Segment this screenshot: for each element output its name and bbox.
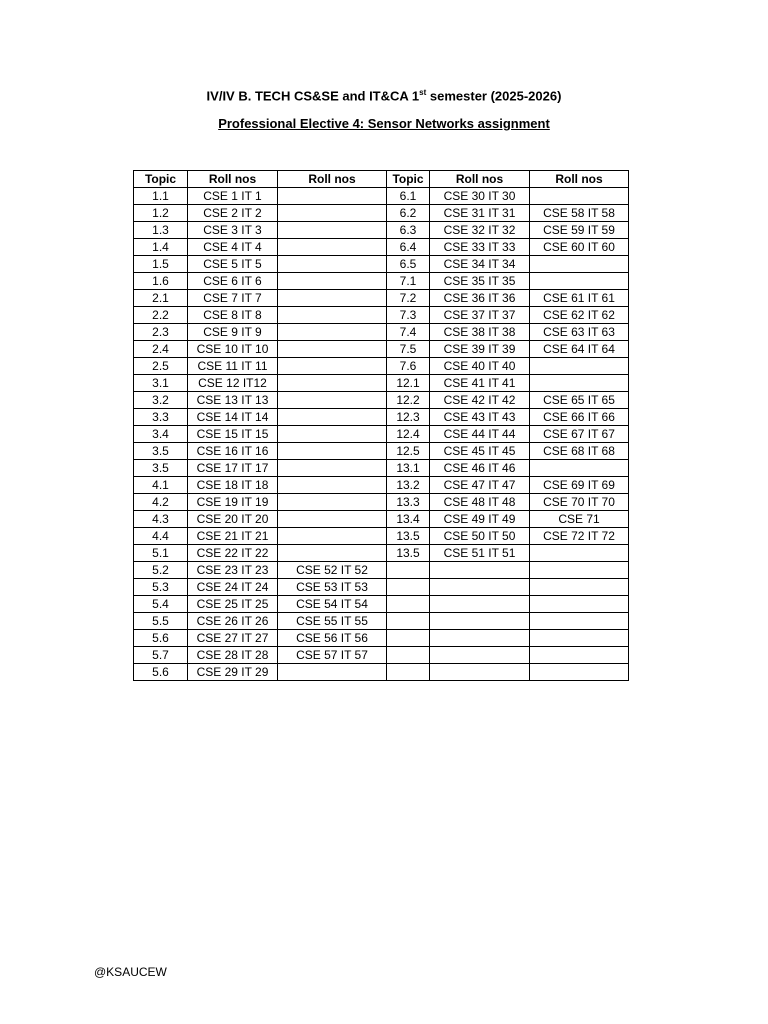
roll-nos-cell: CSE 23 IT 23 bbox=[188, 562, 278, 579]
table-row bbox=[134, 188, 629, 205]
table-row bbox=[134, 358, 629, 375]
header-roll-nos: Roll nos bbox=[278, 171, 387, 188]
topic-cell: 13.5 bbox=[387, 528, 430, 545]
page-title bbox=[0, 88, 768, 103]
roll-nos-cell: CSE 57 IT 57 bbox=[278, 647, 387, 664]
roll-nos-cell: CSE 25 IT 25 bbox=[188, 596, 278, 613]
roll-nos-cell bbox=[530, 375, 629, 392]
topic-cell: 1.4 bbox=[134, 239, 188, 256]
roll-nos-cell bbox=[530, 358, 629, 375]
table-row bbox=[134, 477, 629, 494]
table-row bbox=[134, 222, 629, 239]
topic-cell: 12.4 bbox=[387, 426, 430, 443]
roll-nos-cell bbox=[430, 664, 530, 681]
roll-nos-cell bbox=[278, 273, 387, 290]
topic-cell: 4.2 bbox=[134, 494, 188, 511]
roll-nos-cell: CSE 50 IT 50 bbox=[430, 528, 530, 545]
topic-cell: 1.2 bbox=[134, 205, 188, 222]
topic-cell: 4.3 bbox=[134, 511, 188, 528]
roll-nos-cell: CSE 37 IT 37 bbox=[430, 307, 530, 324]
topic-cell: 4.4 bbox=[134, 528, 188, 545]
roll-nos-cell bbox=[430, 613, 530, 630]
roll-nos-cell: CSE 48 IT 48 bbox=[430, 494, 530, 511]
roll-nos-cell bbox=[278, 392, 387, 409]
table-row bbox=[134, 392, 629, 409]
table-body bbox=[134, 188, 629, 681]
topic-cell: 5.1 bbox=[134, 545, 188, 562]
roll-nos-cell: CSE 58 IT 58 bbox=[530, 205, 629, 222]
header-roll-nos: Roll nos bbox=[188, 171, 278, 188]
roll-nos-cell: CSE 51 IT 51 bbox=[430, 545, 530, 562]
topic-cell: 6.5 bbox=[387, 256, 430, 273]
topic-cell: 5.5 bbox=[134, 613, 188, 630]
topic-cell: 3.2 bbox=[134, 392, 188, 409]
roll-nos-cell: CSE 65 IT 65 bbox=[530, 392, 629, 409]
roll-nos-cell: CSE 35 IT 35 bbox=[430, 273, 530, 290]
roll-nos-cell: CSE 59 IT 59 bbox=[530, 222, 629, 239]
roll-nos-cell bbox=[278, 239, 387, 256]
topic-cell: 1.3 bbox=[134, 222, 188, 239]
roll-nos-cell: CSE 63 IT 63 bbox=[530, 324, 629, 341]
header-roll-nos: Roll nos bbox=[530, 171, 629, 188]
roll-nos-cell: CSE 9 IT 9 bbox=[188, 324, 278, 341]
roll-nos-cell: CSE 47 IT 47 bbox=[430, 477, 530, 494]
roll-nos-cell: CSE 3 IT 3 bbox=[188, 222, 278, 239]
roll-nos-cell: CSE 71 bbox=[530, 511, 629, 528]
header-topic: Topic bbox=[134, 171, 188, 188]
roll-nos-cell: CSE 45 IT 45 bbox=[430, 443, 530, 460]
roll-nos-cell: CSE 52 IT 52 bbox=[278, 562, 387, 579]
roll-nos-cell: CSE 44 IT 44 bbox=[430, 426, 530, 443]
header-roll-nos: Roll nos bbox=[430, 171, 530, 188]
topic-cell bbox=[387, 630, 430, 647]
table-row bbox=[134, 256, 629, 273]
roll-nos-cell bbox=[278, 426, 387, 443]
topic-cell bbox=[387, 613, 430, 630]
roll-nos-cell: CSE 55 IT 55 bbox=[278, 613, 387, 630]
topic-cell: 1.1 bbox=[134, 188, 188, 205]
table-row bbox=[134, 596, 629, 613]
roll-nos-cell: CSE 22 IT 22 bbox=[188, 545, 278, 562]
roll-nos-cell: CSE 21 IT 21 bbox=[188, 528, 278, 545]
table-row bbox=[134, 545, 629, 562]
table-row bbox=[134, 205, 629, 222]
table-row bbox=[134, 494, 629, 511]
table-row bbox=[134, 290, 629, 307]
topic-cell: 12.1 bbox=[387, 375, 430, 392]
roll-nos-cell: CSE 15 IT 15 bbox=[188, 426, 278, 443]
assignment-table bbox=[133, 170, 629, 681]
table-row bbox=[134, 375, 629, 392]
topic-cell: 13.5 bbox=[387, 545, 430, 562]
topic-cell: 1.5 bbox=[134, 256, 188, 273]
roll-nos-cell bbox=[278, 341, 387, 358]
roll-nos-cell bbox=[278, 664, 387, 681]
topic-cell: 6.2 bbox=[387, 205, 430, 222]
roll-nos-cell bbox=[278, 460, 387, 477]
topic-cell: 3.5 bbox=[134, 460, 188, 477]
table-row bbox=[134, 341, 629, 358]
roll-nos-cell bbox=[278, 256, 387, 273]
roll-nos-cell bbox=[530, 579, 629, 596]
roll-nos-cell bbox=[430, 579, 530, 596]
roll-nos-cell: CSE 26 IT 26 bbox=[188, 613, 278, 630]
topic-cell bbox=[387, 596, 430, 613]
roll-nos-cell: CSE 54 IT 54 bbox=[278, 596, 387, 613]
topic-cell: 3.4 bbox=[134, 426, 188, 443]
roll-nos-cell: CSE 39 IT 39 bbox=[430, 341, 530, 358]
roll-nos-cell: CSE 14 IT 14 bbox=[188, 409, 278, 426]
roll-nos-cell bbox=[530, 460, 629, 477]
roll-nos-cell: CSE 70 IT 70 bbox=[530, 494, 629, 511]
roll-nos-cell: CSE 46 IT 46 bbox=[430, 460, 530, 477]
table-row bbox=[134, 647, 629, 664]
table-row bbox=[134, 460, 629, 477]
topic-cell: 7.1 bbox=[387, 273, 430, 290]
table-row bbox=[134, 613, 629, 630]
roll-nos-cell: CSE 72 IT 72 bbox=[530, 528, 629, 545]
roll-nos-cell: CSE 27 IT 27 bbox=[188, 630, 278, 647]
topic-cell: 6.1 bbox=[387, 188, 430, 205]
roll-nos-cell: CSE 28 IT 28 bbox=[188, 647, 278, 664]
roll-nos-cell: CSE 30 IT 30 bbox=[430, 188, 530, 205]
topic-cell bbox=[387, 562, 430, 579]
roll-nos-cell: CSE 29 IT 29 bbox=[188, 664, 278, 681]
roll-nos-cell: CSE 20 IT 20 bbox=[188, 511, 278, 528]
topic-cell bbox=[387, 579, 430, 596]
topic-cell: 3.1 bbox=[134, 375, 188, 392]
roll-nos-cell: CSE 64 IT 64 bbox=[530, 341, 629, 358]
topic-cell: 5.4 bbox=[134, 596, 188, 613]
table-row bbox=[134, 664, 629, 681]
topic-cell: 5.6 bbox=[134, 630, 188, 647]
roll-nos-cell: CSE 67 IT 67 bbox=[530, 426, 629, 443]
table-row bbox=[134, 511, 629, 528]
topic-cell: 7.6 bbox=[387, 358, 430, 375]
roll-nos-cell: CSE 42 IT 42 bbox=[430, 392, 530, 409]
table-row bbox=[134, 562, 629, 579]
roll-nos-cell: CSE 68 IT 68 bbox=[530, 443, 629, 460]
table-row bbox=[134, 426, 629, 443]
topic-cell: 12.3 bbox=[387, 409, 430, 426]
roll-nos-cell: CSE 5 IT 5 bbox=[188, 256, 278, 273]
topic-cell: 13.2 bbox=[387, 477, 430, 494]
title-main: IV/IV B. TECH CS&SE and IT&CA 1 bbox=[206, 88, 420, 104]
roll-nos-cell: CSE 56 IT 56 bbox=[278, 630, 387, 647]
topic-cell: 2.3 bbox=[134, 324, 188, 341]
roll-nos-cell: CSE 61 IT 61 bbox=[530, 290, 629, 307]
roll-nos-cell bbox=[278, 324, 387, 341]
roll-nos-cell bbox=[278, 409, 387, 426]
roll-nos-cell: CSE 6 IT 6 bbox=[188, 273, 278, 290]
table-row bbox=[134, 307, 629, 324]
roll-nos-cell bbox=[530, 256, 629, 273]
roll-nos-cell bbox=[278, 494, 387, 511]
roll-nos-cell bbox=[278, 477, 387, 494]
table-row bbox=[134, 273, 629, 290]
roll-nos-cell: CSE 60 IT 60 bbox=[530, 239, 629, 256]
topic-cell: 7.5 bbox=[387, 341, 430, 358]
roll-nos-cell: CSE 24 IT 24 bbox=[188, 579, 278, 596]
roll-nos-cell bbox=[430, 562, 530, 579]
title-tail: semester (2025-2026) bbox=[426, 88, 562, 104]
roll-nos-cell bbox=[278, 528, 387, 545]
roll-nos-cell: CSE 11 IT 11 bbox=[188, 358, 278, 375]
roll-nos-cell bbox=[430, 647, 530, 664]
roll-nos-cell: CSE 53 IT 53 bbox=[278, 579, 387, 596]
roll-nos-cell: CSE 7 IT 7 bbox=[188, 290, 278, 307]
topic-cell: 7.2 bbox=[387, 290, 430, 307]
roll-nos-cell bbox=[530, 613, 629, 630]
roll-nos-cell: CSE 36 IT 36 bbox=[430, 290, 530, 307]
table-row bbox=[134, 579, 629, 596]
roll-nos-cell: CSE 13 IT 13 bbox=[188, 392, 278, 409]
title-superscript: st bbox=[419, 88, 427, 97]
roll-nos-cell: CSE 32 IT 32 bbox=[430, 222, 530, 239]
roll-nos-cell bbox=[278, 222, 387, 239]
page-subtitle: Professional Elective 4: Sensor Networks assignment bbox=[218, 116, 550, 131]
roll-nos-cell bbox=[530, 630, 629, 647]
topic-cell: 6.3 bbox=[387, 222, 430, 239]
table-row bbox=[134, 324, 629, 341]
topic-cell: 7.4 bbox=[387, 324, 430, 341]
roll-nos-cell bbox=[278, 188, 387, 205]
roll-nos-cell bbox=[278, 375, 387, 392]
topic-cell: 13.3 bbox=[387, 494, 430, 511]
roll-nos-cell: CSE 49 IT 49 bbox=[430, 511, 530, 528]
roll-nos-cell bbox=[530, 273, 629, 290]
table-row bbox=[134, 630, 629, 647]
roll-nos-cell bbox=[278, 358, 387, 375]
roll-nos-cell: CSE 40 IT 40 bbox=[430, 358, 530, 375]
topic-cell: 2.2 bbox=[134, 307, 188, 324]
roll-nos-cell bbox=[530, 188, 629, 205]
roll-nos-cell: CSE 12 IT12 bbox=[188, 375, 278, 392]
table-row bbox=[134, 443, 629, 460]
roll-nos-cell: CSE 17 IT 17 bbox=[188, 460, 278, 477]
topic-cell: 7.3 bbox=[387, 307, 430, 324]
roll-nos-cell: CSE 10 IT 10 bbox=[188, 341, 278, 358]
topic-cell: 3.3 bbox=[134, 409, 188, 426]
topic-cell: 2.5 bbox=[134, 358, 188, 375]
roll-nos-cell: CSE 8 IT 8 bbox=[188, 307, 278, 324]
topic-cell: 12.5 bbox=[387, 443, 430, 460]
topic-cell: 1.6 bbox=[134, 273, 188, 290]
roll-nos-cell bbox=[278, 545, 387, 562]
roll-nos-cell bbox=[278, 205, 387, 222]
roll-nos-cell: CSE 34 IT 34 bbox=[430, 256, 530, 273]
topic-cell: 2.1 bbox=[134, 290, 188, 307]
roll-nos-cell bbox=[530, 545, 629, 562]
topic-cell: 3.5 bbox=[134, 443, 188, 460]
roll-nos-cell bbox=[278, 307, 387, 324]
roll-nos-cell bbox=[278, 511, 387, 528]
roll-nos-cell bbox=[530, 562, 629, 579]
topic-cell: 5.2 bbox=[134, 562, 188, 579]
roll-nos-cell bbox=[530, 596, 629, 613]
footer-handle: @KSAUCEW bbox=[94, 965, 167, 979]
roll-nos-cell: CSE 41 IT 41 bbox=[430, 375, 530, 392]
roll-nos-cell bbox=[278, 443, 387, 460]
table-header-row bbox=[134, 171, 629, 188]
roll-nos-cell bbox=[530, 664, 629, 681]
topic-cell bbox=[387, 664, 430, 681]
topic-cell: 6.4 bbox=[387, 239, 430, 256]
roll-nos-cell bbox=[430, 630, 530, 647]
roll-nos-cell: CSE 18 IT 18 bbox=[188, 477, 278, 494]
roll-nos-cell: CSE 66 IT 66 bbox=[530, 409, 629, 426]
roll-nos-cell: CSE 62 IT 62 bbox=[530, 307, 629, 324]
table-row bbox=[134, 239, 629, 256]
topic-cell: 5.7 bbox=[134, 647, 188, 664]
topic-cell: 5.6 bbox=[134, 664, 188, 681]
roll-nos-cell: CSE 16 IT 16 bbox=[188, 443, 278, 460]
roll-nos-cell: CSE 31 IT 31 bbox=[430, 205, 530, 222]
topic-cell: 4.1 bbox=[134, 477, 188, 494]
roll-nos-cell: CSE 2 IT 2 bbox=[188, 205, 278, 222]
topic-cell: 13.1 bbox=[387, 460, 430, 477]
topic-cell bbox=[387, 647, 430, 664]
roll-nos-cell: CSE 1 IT 1 bbox=[188, 188, 278, 205]
roll-nos-cell: CSE 19 IT 19 bbox=[188, 494, 278, 511]
roll-nos-cell: CSE 43 IT 43 bbox=[430, 409, 530, 426]
topic-cell: 2.4 bbox=[134, 341, 188, 358]
header-topic: Topic bbox=[387, 171, 430, 188]
roll-nos-cell: CSE 69 IT 69 bbox=[530, 477, 629, 494]
roll-nos-cell bbox=[430, 596, 530, 613]
roll-nos-cell: CSE 38 IT 38 bbox=[430, 324, 530, 341]
topic-cell: 5.3 bbox=[134, 579, 188, 596]
roll-nos-cell: CSE 4 IT 4 bbox=[188, 239, 278, 256]
table-row bbox=[134, 528, 629, 545]
roll-nos-cell: CSE 33 IT 33 bbox=[430, 239, 530, 256]
roll-nos-cell bbox=[530, 647, 629, 664]
topic-cell: 12.2 bbox=[387, 392, 430, 409]
table-row bbox=[134, 409, 629, 426]
topic-cell: 13.4 bbox=[387, 511, 430, 528]
roll-nos-cell bbox=[278, 290, 387, 307]
